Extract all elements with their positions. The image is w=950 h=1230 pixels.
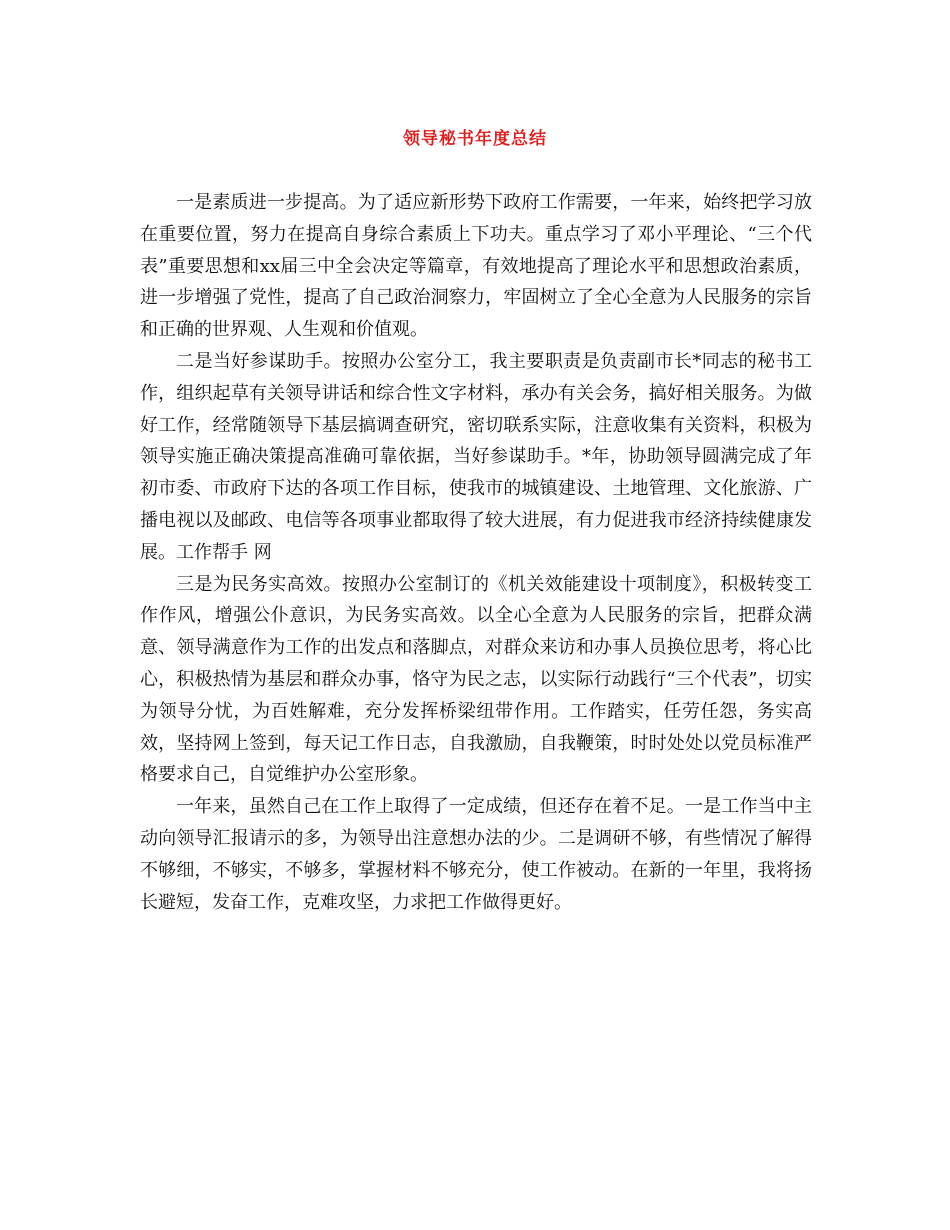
paragraph-1: 一是素质进一步提高。为了适应新形势下政府工作需要，一年来，始终把学习放在重要位置，努力在提高自身综合素质上下功夫。重点学习了邓小平理论、“三个代表”重要思想和xx届三中全会决定等篇章，有效地提高了理论水平和思想政治素质，进一步增强了党性，提高了自己政治洞察力，牢固树立了全心全意为人民服务的宗旨和正确的世界观、人生观和价值观。 (140, 192, 812, 341)
paragraph-4: 一年来，虽然自己在工作上取得了一定成绩，但还存在着不足。一是工作当中主动向领导汇报请示的多，为领导出注意想办法的少。二是调研不够，有些情况了解得不够细，不够实，不够多，掌握材料不够充分，使工作被动。在新的一年里，我将扬长避短，发奋工作，克难攻坚，力求把工作做得更好。 (140, 796, 812, 913)
paragraph-3: 三是为民务实高效。按照办公室制订的《机关效能建设十项制度》，积极转变工作作风，增强公仆意识，为民务实高效。以全心全意为人民服务的宗旨，把群众满意、领导满意作为工作的出发点和落脚点，对群众来访和办事人员换位思考，将心比心，积极热情为基层和群众办事，恪守为民之志，以实际行动践行“三个代表”，切实为领导分忧，为百姓解难，充分发挥桥梁纽带作用。工作踏实，任劳任怨，务实高效，坚持网上签到，每天记工作日志，自我激励，自我鞭策，时时处处以党员标准严格要求自己，自觉维护办公室形象。 (140, 573, 812, 786)
paragraph-2: 二是当好参谋助手。按照办公室分工，我主要职责是负责副市长*同志的秘书工作，组织起草有关领导讲话和综合性文字材料，承办有关会务，搞好相关服务。为做好工作，经常随领导下基层搞调查研究，密切联系实际，注意收集有关资料，积极为领导实施正确决策提高准确可靠依据，当好参谋助手。*年，协助领导圆满完成了年初市委、市政府下达的各项工作目标，使我市的城镇建设、土地管理、文化旅游、广播电视以及邮政、电信等各项事业都取得了较大进展，有力促进我市经济持续健康发展。工作帮手 网 (140, 350, 812, 563)
document-title: 领导秘书年度总结 (403, 129, 547, 149)
document-body (140, 187, 812, 918)
